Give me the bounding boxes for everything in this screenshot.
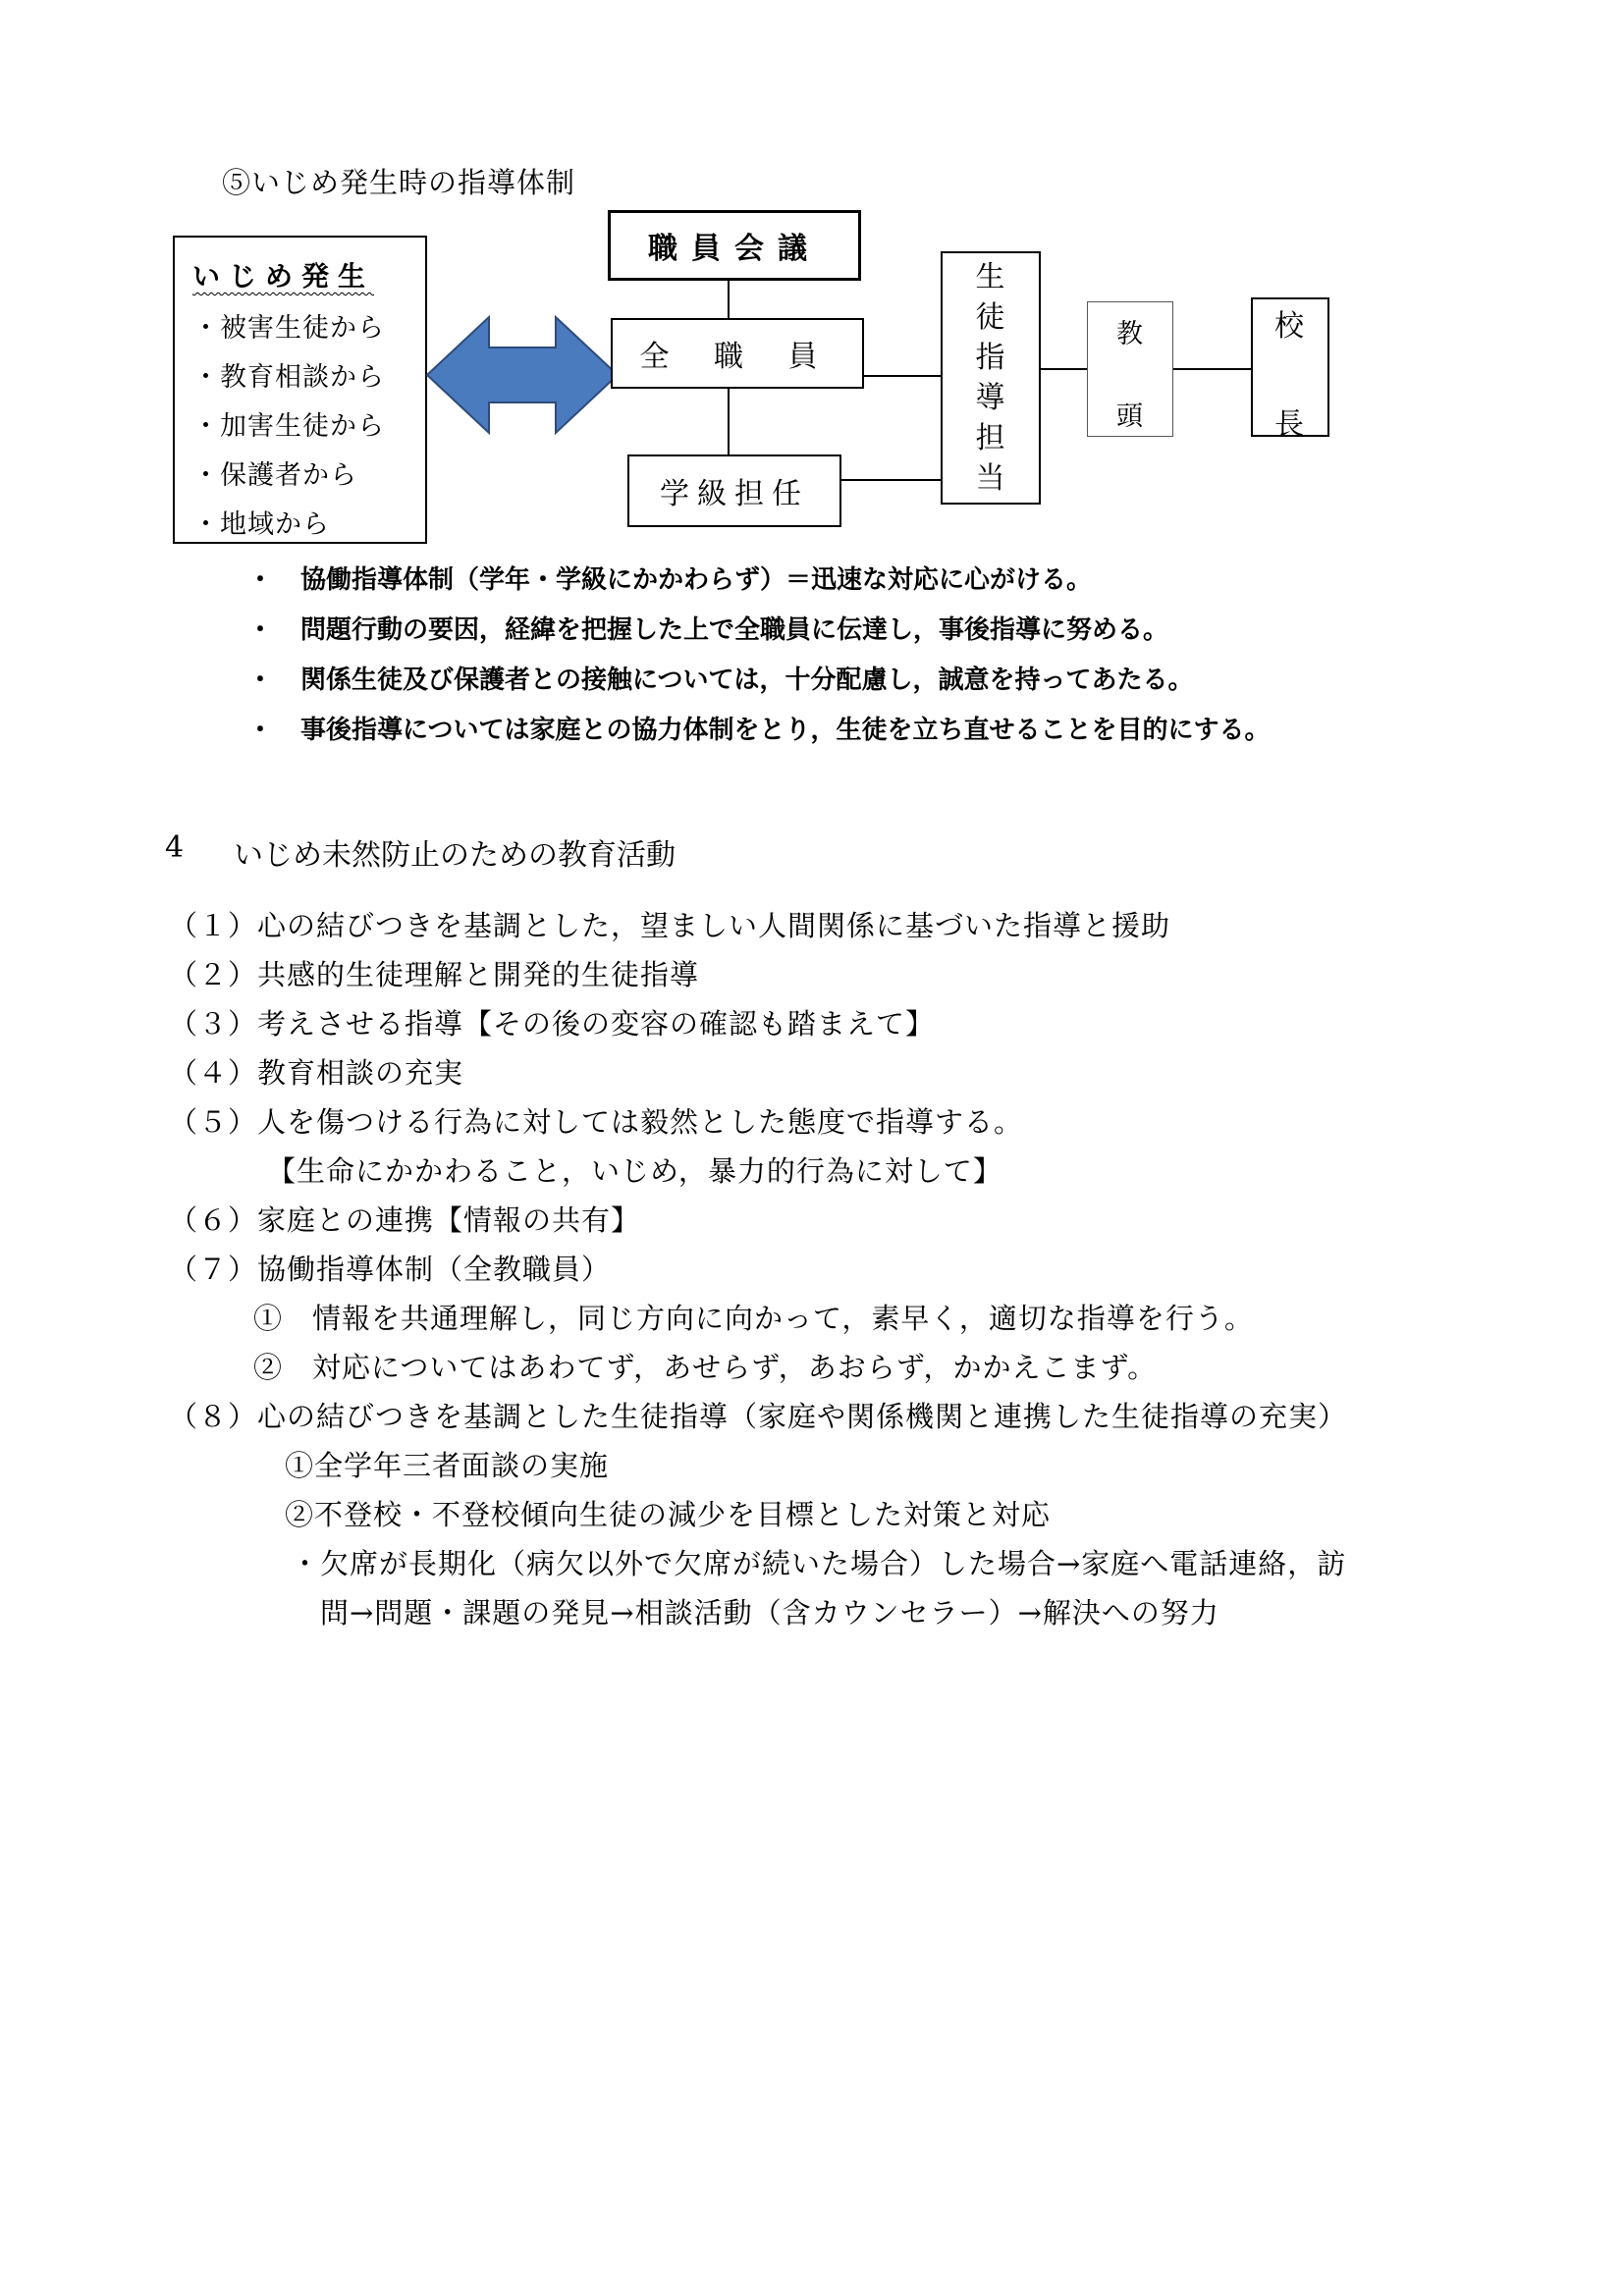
body-line: （５）人を傷つける行為に対しては毅然とした態度で指導する。 — [169, 1105, 1024, 1139]
principal-box — [1251, 297, 1329, 442]
note-bullet: ・ — [247, 716, 274, 745]
staff-meeting-box: 職員会議 — [608, 210, 861, 281]
body-line: ①全学年三者面談の実施 — [285, 1449, 610, 1482]
connector-vice-principal — [1173, 368, 1254, 370]
principal-char: 長 — [1274, 407, 1305, 442]
section-title: いじめ未然防止のための教育活動 — [234, 838, 676, 873]
body-line: ・欠席が長期化（病欠以外で欠席が続いた場合）した場合→家庭へ電話連絡，訪 — [291, 1547, 1347, 1580]
note-line: 協働指導体制（学年・学級にかかわらず）＝迅速な対応に心がける。 — [300, 565, 1093, 595]
body-line: （４）教育相談の充実 — [169, 1056, 464, 1090]
guidance-char: 担 — [975, 421, 1006, 455]
note-bullet: ・ — [247, 565, 274, 595]
body-line: （１）心の結びつきを基調とした，望ましい人間関係に基づいた指導と援助 — [169, 909, 1171, 942]
body-line: ② 対応についてはあわてず，あせらず，あおらず，かかえこまず。 — [253, 1351, 1158, 1384]
body-line: ① 情報を共通理解し，同じ方向に向かって，素早く，適切な指導を行う。 — [253, 1302, 1254, 1335]
body-line: ②不登校・不登校傾向生徒の減少を目標とした対策と対応 — [285, 1498, 1052, 1531]
diagram-title: ⑤いじめ発生時の指導体制 — [222, 166, 576, 199]
guidance-char: 指 — [975, 341, 1006, 375]
source-item: ・加害生徒から — [192, 411, 385, 442]
connector-meeting-staff — [728, 279, 730, 318]
note-bullet: ・ — [247, 666, 274, 695]
source-item: ・教育相談から — [192, 362, 385, 393]
note-line: 関係生徒及び保護者との接触については，十分配慮し，誠意を持ってあたる。 — [300, 666, 1194, 695]
vice-principal-box — [1087, 301, 1173, 437]
source-item: ・地域から — [192, 509, 330, 540]
guidance-char: 導 — [975, 381, 1006, 415]
guidance-staff-box — [941, 251, 1041, 505]
note-line: 事後指導については家庭との協力体制をとり，生徒を立ち直せることを目的にする。 — [300, 716, 1271, 745]
source-item: ・保護者から — [192, 460, 357, 491]
guidance-char: 生 — [975, 260, 1006, 294]
double-arrow-icon — [424, 314, 621, 436]
body-line: （８）心の結びつきを基調とした生徒指導（家庭や関係機関と連携した生徒指導の充実） — [169, 1400, 1348, 1433]
note-bullet: ・ — [247, 615, 274, 645]
homeroom-teacher-box: 学級担任 — [627, 454, 841, 527]
body-line: （７）協働指導体制（全教職員） — [169, 1253, 612, 1286]
body-line: （２）共感的生徒理解と開発的生徒指導 — [169, 958, 700, 991]
section-number: 4 — [165, 830, 185, 865]
all-staff-box: 全 職 員 — [611, 318, 864, 389]
connector-staff-guidance — [864, 375, 943, 377]
principal-char: 校 — [1274, 309, 1305, 344]
body-line: 【生命にかかわること，いじめ，暴力的行為に対して】 — [267, 1154, 1002, 1188]
connector-homeroom-guidance — [840, 479, 943, 481]
guidance-char: 徒 — [975, 300, 1006, 335]
body-line: （６）家庭との連携【情報の共有】 — [169, 1203, 641, 1237]
vice-principal-char: 教 — [1116, 319, 1144, 349]
guidance-char: 当 — [975, 461, 1006, 496]
incident-source-heading: いじめ発生 — [192, 260, 375, 293]
note-line: 問題行動の要因，経緯を把握した上で全職員に伝達し，事後指導に努める。 — [300, 615, 1169, 645]
vice-principal-char: 頭 — [1116, 401, 1144, 432]
body-line: （３）考えさせる指導【その後の変容の確認も踏まえて】 — [169, 1007, 936, 1041]
incident-source-box — [173, 236, 427, 544]
connector-guidance-vice — [1040, 368, 1089, 370]
source-item: ・被害生徒から — [192, 313, 385, 344]
body-line: 問→問題・課題の発見→相談活動（含カウンセラー）→解決への努力 — [320, 1596, 1219, 1629]
connector-staff-homeroom — [728, 388, 730, 456]
